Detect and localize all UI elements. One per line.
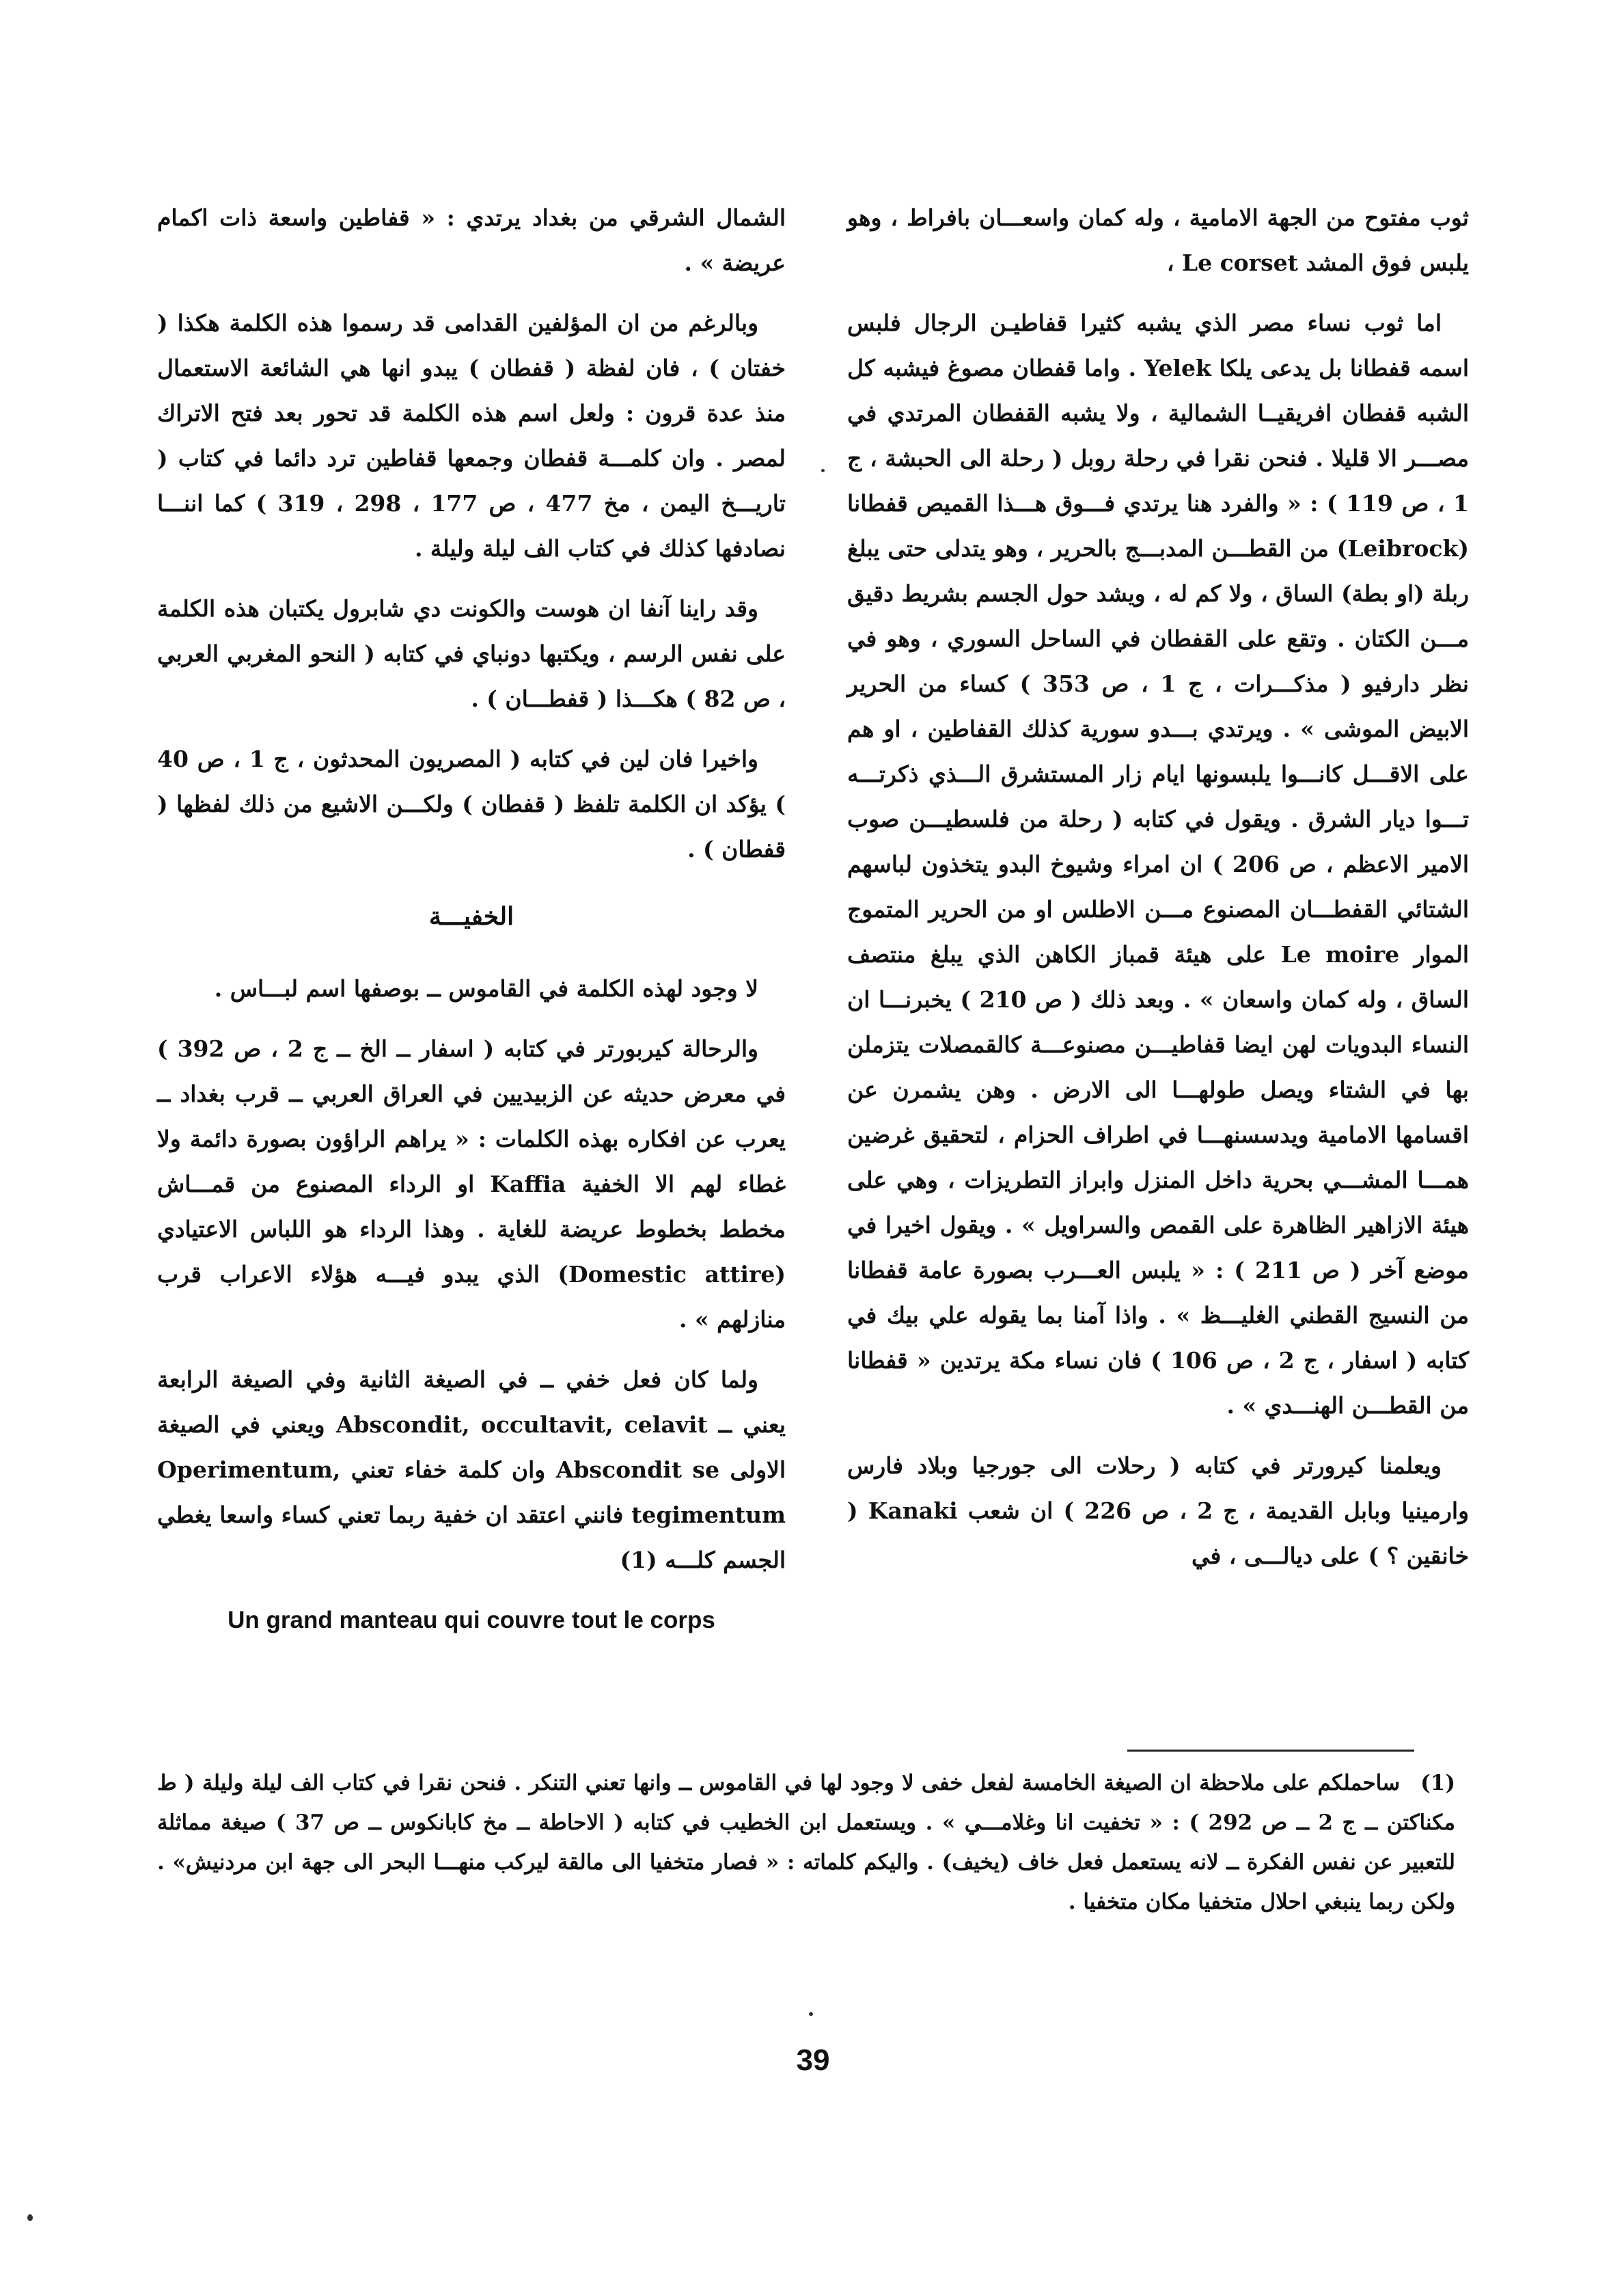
right-paragraph-1: ثوب مفتوح من الجهة الامامية ، وله كمان واسعـــان بافراط ، وهو يلبس فوق المشد Le corset ، bbox=[847, 204, 1469, 276]
footnote bbox=[157, 1763, 1455, 1922]
section-heading: الخفيـــة bbox=[428, 902, 514, 931]
right-column bbox=[847, 195, 1469, 1594]
left-column bbox=[157, 195, 786, 1643]
latin-footnote-line: Un grand manteau qui couvre tout le corps bbox=[228, 1607, 715, 1633]
page-number: 39 bbox=[796, 2043, 830, 2077]
left-paragraph-1: الشمال الشرقي من بغداد يرتدي : « قفاطين واسعة ذات اكمام عريضة » . bbox=[157, 204, 786, 276]
right-paragraph-3: ويعلمنا كيرورتر في كتابه ( رحلات الى جورجيا وبلاد فارس وارمينيا وبابل القديمة ، ج 2 ، ص 226 ) ان شعب Kanaki ( خانقين ؟ ) على ديالـــى ، في bbox=[847, 1452, 1470, 1569]
left-paragraph-6: والرحالة كيربورتر في كتابه ( اسفار ــ الخ ــ ج 2 ، ص 392 ) في معرض حديثه عن الزبيديين في العراق العربي ــ قرب بغداد ــ يعرب عن افكاره بهذه الكلمات : « يراهم الراؤون بصورة دائمة ولا غطاء لهم الا الخفية Kaffia او الرداء المصنوع من قمـــاش مخطط بخطوط عريضة للغاية . وهذا الرداء هو اللباس الاعتيادي (Domestic attire) الذي يبدو فيـــه هؤلاء الاعراب قرب منازلهم » . bbox=[157, 1035, 786, 1333]
footnote-separator bbox=[1127, 1750, 1414, 1752]
left-paragraph-3: وقد راينا آنفا ان هوست والكونت دي شابرول يكتبان هذه الكلمة على نفس الرسم ، ويكتبها دونباي في كتابه ( النحو المغربي العربي ، ص 82 ) هكـــذا ( قفطـــان ) . bbox=[157, 595, 786, 712]
scan-speck bbox=[27, 2214, 33, 2221]
footnote-text: ساحملكم على ملاحظة ان الصيغة الخامسة لفعل خفى لا وجود لها في القاموس ــ وانها تعني التنكر . فنحن نقرا في كتاب الف ليلة وليلة ( ط مكناكتن ــ ج 2 ــ ص 292 ) : « تخفيت انا وغلامـــي » . ويستعمل ابن الخطيب في كتابه ( الاحاطة ــ مخ كابانكوس ــ ص 37 ) صيغة مماثلة للتعبير عن نفس الفكرة ــ لانه يستعمل فعل خاف (يخيف) . واليكم كلماته : « فصار متخفيا الى مالقة ليركب منهـــا البحر الى جهة ابن مردنيش» . ولكن ربما ينبغي احلال متخفيا مكان متخفيا . bbox=[157, 1771, 1455, 1914]
left-paragraph-2: وبالرغم من ان المؤلفين القدامى قد رسموا هذه الكلمة هكذا ( خفتان ) ، فان لفظة ( قفطان ) يبدو انها هي الشائعة الاستعمال منذ عدة قرون : ولعل اسم هذه الكلمة قد تحور بعد فتح الاتراك لمصر . وان كلمـــة قفطان وجمعها قفاطين ترد دائما في كتاب ( تاريـــخ اليمن ، مخ 477 ، ص 177 ، 298 ، 319 ) كما اننـــا نصادفها كذلك في كتاب الف ليلة وليلة . bbox=[157, 310, 786, 562]
footnote-marker: (1) bbox=[1420, 1771, 1455, 1795]
right-paragraph-2: اما ثوب نساء مصر الذي يشبه كثيرا قفاطيـن الرجال فلبس اسمه قفطانا بل يدعى يلكا Yelek . واما قفطان مصوغ فيشبه كل الشبه قفطان افريقيــا الشمالية ، ولا يشبه القفطان المرتدي في مصـــر الا قليلا . فنحن نقرا في رحلة روبل ( رحلة الى الحبشة ، ج 1 ، ص 119 ) : « والفرد هنا يرتدي فـــوق هـــذا القميص قفطانا (Leibrock) من القطـــن المدبـــج بالحرير ، وهو يتدلى حتى يبلغ ربلة (او بطة) الساق ، ولا كم له ، ويشد حول الجسم بشريط دقيق مـــن الكتان . وتقع على القفطان في الساحل السوري ، وهو في نظر دارفيو ( مذكـــرات ، ج 1 ، ص 353 ) كساء من الحرير الابيض الموشى » . ويرتدي بـــدو سورية كذلك القفاطين ، او هم على الاقـــل كانـــوا يلبسونها ايام زار المستشرق الـــذي ذكرتـــه تـــوا ديار الشرق . ويقول في كتابه ( رحلة من فلسطيـــن صوب الامير الاعظم ، ص 206 ) ان امراء وشيوخ البدو يتخذون لباسهم الشتائي القفطـــان المصنوع مـــن الاطلس او من الحرير المتموج الموار Le moire على هيئة قمباز الكاهن الذي يبلغ منتصف الساق ، وله كمان واسعان » . وبعد ذلك ( ص 210 ) يخبرنـــا ان النساء البدويات لهن ايضا قفاطيـــن مصنوعـــة كالقمصلات يتزملن بها في الشتاء ويصل طولهـــا الى الارض . وهن يشمرن عن اقسامها الامامية ويدسسنهـــا في اطراف الحزام ، لتحقيق غرضين همـــا المشـــي بحرية داخل المنزل وابراز التطريزات ، وهي على هيئة الازاهير الظاهرة على القمص والسراويل » . ويقول اخيرا في موضع آخر ( ص 211 ) : « يلبس العـــرب بصورة عامة قفطانا من النسيج القطني الغليـــظ » . واذا آمنا بما يقوله علي بيك في كتابه ( اسفار ، ج 2 ، ص 106 ) فان نساء مكة يرتدين « قفطانا من القطـــن الهنـــدي » . bbox=[847, 310, 1470, 1419]
scan-speck bbox=[821, 469, 825, 472]
left-paragraph-5: لا وجود لهذه الكلمة في القاموس ــ بوصفها اسم لبـــاس . bbox=[214, 975, 758, 1002]
left-paragraph-7: ولما كان فعل خفي ــ في الصيغة الثانية وفي الصيغة الرابعة يعني ــ Abscondit, occultavit, celavit ويعني في الصيغة الاولى Abscondit se وان كلمة خفاء تعني Operimentum, tegimentum فانني اعتقد ان خفية ربما تعني كساء واسعا يغطي الجسم كلـــه (1) bbox=[157, 1366, 786, 1573]
left-paragraph-4: واخيرا فان لين في كتابه ( المصريون المحدثون ، ج 1 ، ص 40 ) يؤكد ان الكلمة تلفظ ( قفطان ) ولكـــن الاشيع من ذلك لفظها ( قفطان ) . bbox=[157, 746, 786, 862]
scan-speck bbox=[809, 2012, 813, 2016]
